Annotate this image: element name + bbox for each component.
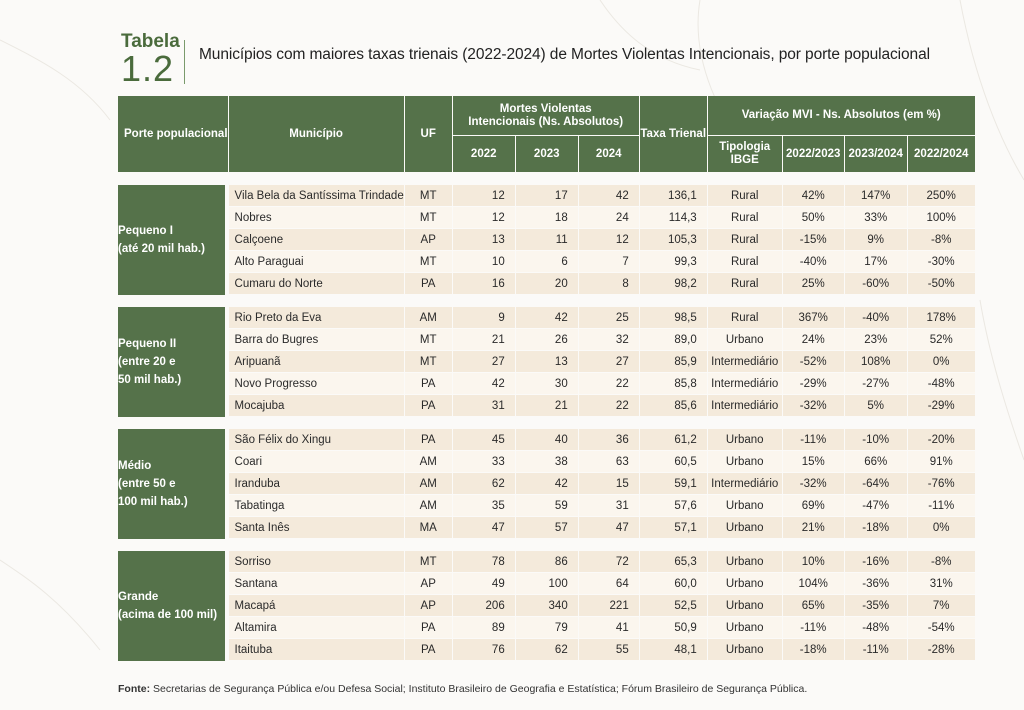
cell-municipio: Nobres — [229, 207, 405, 229]
cell-2022: 49 — [453, 573, 516, 595]
cell-tipologia: Urbano — [708, 617, 783, 639]
cell-2023: 42 — [516, 307, 579, 329]
header-2023-2024: 2023/2024 — [845, 136, 908, 173]
table-row — [118, 451, 975, 473]
cell-uf: AM — [405, 307, 453, 329]
cell-municipio: Cumaru do Norte — [229, 273, 405, 295]
cell-2024: 72 — [579, 551, 640, 573]
cell-2022-2024: -11% — [908, 495, 975, 517]
cell-2024: 8 — [579, 273, 640, 295]
cell-2023: 40 — [516, 429, 579, 451]
table-index: 1.2 — [121, 48, 175, 89]
cell-tipologia: Urbano — [708, 639, 783, 661]
cell-2024: 22 — [579, 373, 640, 395]
cell-2023: 62 — [516, 639, 579, 661]
cell-municipio: Santa Inês — [229, 517, 405, 539]
cell-2024: 32 — [579, 329, 640, 351]
table-row — [118, 185, 975, 207]
cell-municipio: Sorriso — [229, 551, 405, 573]
cell-2022-2024: -8% — [908, 551, 975, 573]
cell-2023: 20 — [516, 273, 579, 295]
cell-tipologia: Rural — [708, 229, 783, 251]
cell-2023-2024: 5% — [845, 395, 908, 417]
cell-2022-2023: 21% — [783, 517, 845, 539]
table-row — [118, 329, 975, 351]
cell-2024: 15 — [579, 473, 640, 495]
group-label-line: 50 mil hab.) — [118, 374, 182, 386]
cell-municipio: Calçoene — [229, 229, 405, 251]
cell-2022: 62 — [453, 473, 516, 495]
cell-municipio: Santana — [229, 573, 405, 595]
group-label-line: (entre 50 e — [118, 478, 176, 490]
header-uf: UF — [405, 96, 453, 173]
cell-uf: MT — [405, 351, 453, 373]
footnote-label: Fonte: — [118, 683, 151, 695]
cell-2023-2024: -40% — [845, 307, 908, 329]
cell-2022-2023: 24% — [783, 329, 845, 351]
header-variacao-group: Variação MVI - Ns. Absolutos (em %) — [708, 96, 975, 136]
table-row — [118, 473, 975, 495]
header-porte: Porte populacional — [118, 96, 229, 173]
cell-taxa: 99,3 — [640, 251, 708, 273]
cell-2022-2023: -18% — [783, 639, 845, 661]
header-mvi-group: Mortes Violentas Intencionais (Ns. Absolutos) — [453, 96, 640, 136]
cell-uf: MA — [405, 517, 453, 539]
group-label-line: 100 mil hab.) — [118, 496, 188, 508]
cell-municipio: Iranduba — [229, 473, 405, 495]
cell-2022-2023: -32% — [783, 395, 845, 417]
cell-2023: 17 — [516, 185, 579, 207]
cell-tipologia: Rural — [708, 273, 783, 295]
header-municipio: Município — [229, 96, 405, 173]
cell-uf: PA — [405, 639, 453, 661]
cell-2022-2023: 15% — [783, 451, 845, 473]
group-label-line: Pequeno II — [118, 338, 177, 350]
cell-2023-2024: 108% — [845, 351, 908, 373]
table-row — [118, 617, 975, 639]
cell-taxa: 61,2 — [640, 429, 708, 451]
cell-municipio: Mocajuba — [229, 395, 405, 417]
cell-2023: 6 — [516, 251, 579, 273]
cell-2022-2023: 50% — [783, 207, 845, 229]
table-row — [118, 351, 975, 373]
footnote-text: Secretarias de Segurança Pública e/ou Defesa Social; Instituto Brasileiro de Geografia e Estatística; Fórum Brasileiro de Segurança Pública. — [150, 683, 808, 695]
table-row — [118, 373, 975, 395]
cell-municipio: Macapá — [229, 595, 405, 617]
cell-taxa: 98,2 — [640, 273, 708, 295]
cell-2022-2023: -32% — [783, 473, 845, 495]
cell-2023-2024: 33% — [845, 207, 908, 229]
cell-2022: 206 — [453, 595, 516, 617]
cell-2023: 11 — [516, 229, 579, 251]
cell-tipologia: Urbano — [708, 429, 783, 451]
cell-2024: 22 — [579, 395, 640, 417]
cell-taxa: 57,1 — [640, 517, 708, 539]
cell-tipologia: Intermediário — [708, 373, 783, 395]
cell-2024: 42 — [579, 185, 640, 207]
header-2024: 2024 — [579, 136, 640, 173]
cell-2022-2024: -20% — [908, 429, 975, 451]
cell-2023-2024: 17% — [845, 251, 908, 273]
cell-2023-2024: -35% — [845, 595, 908, 617]
cell-taxa: 105,3 — [640, 229, 708, 251]
cell-2022-2024: -48% — [908, 373, 975, 395]
cell-tipologia: Rural — [708, 207, 783, 229]
cell-municipio: São Félix do Xingu — [229, 429, 405, 451]
cell-uf: PA — [405, 617, 453, 639]
title-divider — [184, 40, 185, 84]
cell-2022: 13 — [453, 229, 516, 251]
cell-2022-2024: 91% — [908, 451, 975, 473]
cell-tipologia: Rural — [708, 307, 783, 329]
cell-2022: 42 — [453, 373, 516, 395]
cell-2022-2023: -11% — [783, 617, 845, 639]
cell-municipio: Alto Paraguai — [229, 251, 405, 273]
footnote — [118, 683, 807, 695]
cell-uf: MT — [405, 251, 453, 273]
cell-tipologia: Urbano — [708, 495, 783, 517]
cell-uf: MT — [405, 207, 453, 229]
cell-municipio: Novo Progresso — [229, 373, 405, 395]
cell-municipio: Tabatinga — [229, 495, 405, 517]
cell-2023-2024: -16% — [845, 551, 908, 573]
cell-tipologia: Rural — [708, 251, 783, 273]
cell-2023: 30 — [516, 373, 579, 395]
cell-2022-2024: 250% — [908, 185, 975, 207]
cell-2023-2024: 147% — [845, 185, 908, 207]
cell-uf: MT — [405, 329, 453, 351]
cell-2024: 31 — [579, 495, 640, 517]
cell-2023-2024: -48% — [845, 617, 908, 639]
cell-2022-2023: 104% — [783, 573, 845, 595]
cell-2022: 10 — [453, 251, 516, 273]
cell-uf: AP — [405, 229, 453, 251]
cell-2023-2024: -10% — [845, 429, 908, 451]
cell-2022-2024: -76% — [908, 473, 975, 495]
cell-2022-2024: 7% — [908, 595, 975, 617]
cell-uf: PA — [405, 373, 453, 395]
table-row — [118, 207, 975, 229]
cell-2024: 63 — [579, 451, 640, 473]
cell-2022-2023: -52% — [783, 351, 845, 373]
cell-taxa: 85,6 — [640, 395, 708, 417]
cell-2023-2024: -36% — [845, 573, 908, 595]
cell-taxa: 59,1 — [640, 473, 708, 495]
cell-2022: 9 — [453, 307, 516, 329]
cell-2022: 76 — [453, 639, 516, 661]
cell-2024: 36 — [579, 429, 640, 451]
cell-2023: 13 — [516, 351, 579, 373]
data-table — [118, 96, 975, 661]
cell-municipio: Barra do Bugres — [229, 329, 405, 351]
cell-2022-2023: -11% — [783, 429, 845, 451]
cell-2023-2024: 9% — [845, 229, 908, 251]
group-label-line: Médio — [118, 460, 152, 472]
cell-taxa: 60,0 — [640, 573, 708, 595]
header-2022-2023: 2022/2023 — [783, 136, 845, 173]
cell-municipio: Itaituba — [229, 639, 405, 661]
table-row — [118, 229, 975, 251]
cell-2022-2024: 52% — [908, 329, 975, 351]
cell-2022-2024: 100% — [908, 207, 975, 229]
cell-2024: 12 — [579, 229, 640, 251]
table-row — [118, 429, 975, 451]
cell-municipio: Rio Preto da Eva — [229, 307, 405, 329]
cell-taxa: 98,5 — [640, 307, 708, 329]
cell-2023: 79 — [516, 617, 579, 639]
cell-uf: MT — [405, 551, 453, 573]
header-tipologia: Tipologia IBGE — [708, 136, 783, 173]
cell-uf: AP — [405, 573, 453, 595]
cell-2022: 31 — [453, 395, 516, 417]
cell-2024: 27 — [579, 351, 640, 373]
cell-2024: 55 — [579, 639, 640, 661]
cell-2022-2024: -50% — [908, 273, 975, 295]
cell-tipologia: Rural — [708, 185, 783, 207]
cell-2022: 47 — [453, 517, 516, 539]
cell-tipologia: Urbano — [708, 517, 783, 539]
cell-2022: 45 — [453, 429, 516, 451]
cell-taxa: 85,9 — [640, 351, 708, 373]
cell-2023-2024: -27% — [845, 373, 908, 395]
cell-2023-2024: -18% — [845, 517, 908, 539]
cell-2022-2023: 10% — [783, 551, 845, 573]
header-2023: 2023 — [516, 136, 579, 173]
cell-2023-2024: -11% — [845, 639, 908, 661]
cell-uf: AM — [405, 495, 453, 517]
cell-2022-2024: 31% — [908, 573, 975, 595]
cell-2022-2024: 0% — [908, 517, 975, 539]
group-label — [118, 551, 229, 661]
table-label: Tabela — [121, 31, 180, 52]
cell-2023-2024: -47% — [845, 495, 908, 517]
cell-2022: 16 — [453, 273, 516, 295]
cell-tipologia: Urbano — [708, 551, 783, 573]
cell-2022: 33 — [453, 451, 516, 473]
cell-municipio: Coari — [229, 451, 405, 473]
cell-taxa: 65,3 — [640, 551, 708, 573]
cell-2022-2024: -54% — [908, 617, 975, 639]
cell-taxa: 85,8 — [640, 373, 708, 395]
cell-2022-2024: -8% — [908, 229, 975, 251]
group-label — [118, 429, 229, 539]
header-2022: 2022 — [453, 136, 516, 173]
group-label-line: (até 20 mil hab.) — [118, 243, 205, 255]
cell-2024: 25 — [579, 307, 640, 329]
cell-uf: AM — [405, 451, 453, 473]
group-label-line: Pequeno I — [118, 225, 173, 237]
table-row — [118, 495, 975, 517]
cell-2024: 221 — [579, 595, 640, 617]
table-row — [118, 639, 975, 661]
cell-uf: PA — [405, 273, 453, 295]
cell-2024: 47 — [579, 517, 640, 539]
cell-2022: 89 — [453, 617, 516, 639]
group-label — [118, 307, 229, 417]
cell-tipologia: Urbano — [708, 595, 783, 617]
cell-2022-2024: 0% — [908, 351, 975, 373]
cell-2022: 21 — [453, 329, 516, 351]
cell-uf: AP — [405, 595, 453, 617]
cell-2023: 100 — [516, 573, 579, 595]
cell-2024: 24 — [579, 207, 640, 229]
cell-2023-2024: 23% — [845, 329, 908, 351]
group-label — [118, 185, 229, 295]
cell-2023: 18 — [516, 207, 579, 229]
table-number — [121, 31, 181, 89]
cell-tipologia: Urbano — [708, 573, 783, 595]
cell-2022-2024: -29% — [908, 395, 975, 417]
cell-uf: AM — [405, 473, 453, 495]
group-label-line: Grande — [118, 591, 159, 603]
cell-2022: 12 — [453, 207, 516, 229]
cell-2024: 7 — [579, 251, 640, 273]
cell-tipologia: Intermediário — [708, 351, 783, 373]
table-row — [118, 251, 975, 273]
cell-2022-2023: 42% — [783, 185, 845, 207]
cell-2023: 26 — [516, 329, 579, 351]
header-taxa: Taxa Trienal — [640, 96, 708, 173]
cell-2022-2024: 178% — [908, 307, 975, 329]
table-title: Municípios com maiores taxas trienais (2022-2024) de Mortes Violentas Intencionais, por porte populacional — [199, 46, 930, 63]
cell-2022-2023: -40% — [783, 251, 845, 273]
cell-2023: 340 — [516, 595, 579, 617]
cell-tipologia: Intermediário — [708, 473, 783, 495]
cell-2022: 12 — [453, 185, 516, 207]
cell-taxa: 136,1 — [640, 185, 708, 207]
cell-2023-2024: -60% — [845, 273, 908, 295]
cell-tipologia: Urbano — [708, 451, 783, 473]
cell-taxa: 50,9 — [640, 617, 708, 639]
cell-municipio: Aripuanã — [229, 351, 405, 373]
cell-uf: MT — [405, 185, 453, 207]
cell-2023: 59 — [516, 495, 579, 517]
cell-2022-2023: -15% — [783, 229, 845, 251]
table-row — [118, 395, 975, 417]
cell-2023: 57 — [516, 517, 579, 539]
cell-2022-2023: 69% — [783, 495, 845, 517]
cell-2023: 38 — [516, 451, 579, 473]
cell-2023-2024: -64% — [845, 473, 908, 495]
table-row — [118, 307, 975, 329]
cell-2023-2024: 66% — [845, 451, 908, 473]
group-label-line: (acima de 100 mil) — [118, 609, 218, 621]
cell-2022-2023: 25% — [783, 273, 845, 295]
cell-taxa: 57,6 — [640, 495, 708, 517]
cell-municipio: Vila Bela da Santíssima Trindade — [229, 185, 405, 207]
cell-2023: 86 — [516, 551, 579, 573]
cell-2023: 21 — [516, 395, 579, 417]
cell-2022: 27 — [453, 351, 516, 373]
cell-uf: PA — [405, 395, 453, 417]
cell-taxa: 60,5 — [640, 451, 708, 473]
cell-2022-2023: -29% — [783, 373, 845, 395]
table-row — [118, 517, 975, 539]
cell-uf: PA — [405, 429, 453, 451]
table-row — [118, 551, 975, 573]
cell-tipologia: Intermediário — [708, 395, 783, 417]
cell-tipologia: Urbano — [708, 329, 783, 351]
cell-2024: 41 — [579, 617, 640, 639]
cell-municipio: Altamira — [229, 617, 405, 639]
cell-2022: 35 — [453, 495, 516, 517]
cell-2022-2023: 65% — [783, 595, 845, 617]
cell-taxa: 52,5 — [640, 595, 708, 617]
cell-2022-2024: -28% — [908, 639, 975, 661]
table-row — [118, 273, 975, 295]
cell-2022-2024: -30% — [908, 251, 975, 273]
table-row — [118, 573, 975, 595]
cell-taxa: 48,1 — [640, 639, 708, 661]
cell-2024: 64 — [579, 573, 640, 595]
table-row — [118, 595, 975, 617]
header-2022-2024: 2022/2024 — [908, 136, 975, 173]
cell-2022-2023: 367% — [783, 307, 845, 329]
cell-taxa: 89,0 — [640, 329, 708, 351]
cell-taxa: 114,3 — [640, 207, 708, 229]
cell-2022: 78 — [453, 551, 516, 573]
cell-2023: 42 — [516, 473, 579, 495]
group-label-line: (entre 20 e — [118, 356, 176, 368]
